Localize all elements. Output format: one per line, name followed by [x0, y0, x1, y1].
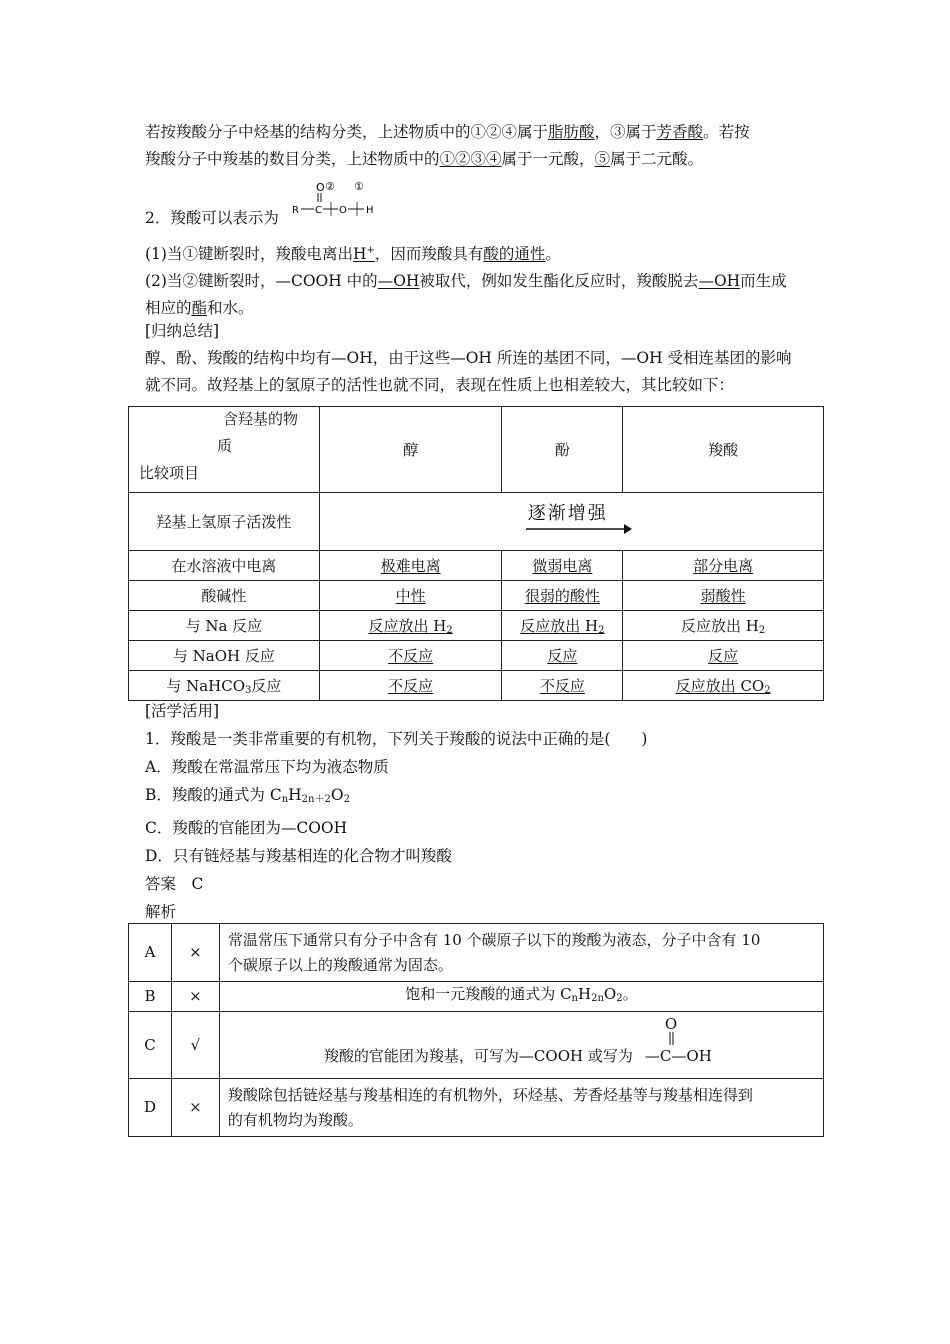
activity-arrow-label: 逐渐增强: [527, 503, 608, 524]
structure-diagram: [292, 180, 382, 220]
row-label-activity: 羟基上氢原子活泼性: [129, 493, 320, 551]
answer-underline: ⑤: [594, 150, 611, 168]
atom-O2: O: [339, 205, 347, 216]
comparison-table: 含羟基的物 质 比较项目 醇 酚 羧酸 羟基上氢原子活泼性 逐渐增强 在水溶液中电离 极难电离 微弱电离 部分电离 酸碱性 中性 很弱的酸性 弱酸性 与 Na 反应 反应放出 $H_2$ 反应放出 $H_2$ 反应放出 $H_2$ 与 NaOH 反应 不反应 反应 反应 与 NaHCO$_3$反应 不反应 不反应 反应放出 $CO_2$: [128, 406, 824, 701]
practice-section: [145, 697, 825, 926]
option-label: D: [129, 1079, 172, 1137]
text: ，③属于: [594, 123, 657, 141]
option-label: B: [129, 982, 172, 1012]
section-2-intro: 2．羧酸可以表示为: [145, 209, 279, 227]
corner-cell: 含羟基的物 质 比较项目: [129, 407, 320, 493]
row-label: 酸碱性: [129, 581, 320, 611]
header-phenol: 酚: [502, 407, 623, 493]
wrong-mark: ×: [171, 1079, 219, 1137]
right-arrow-icon: [526, 523, 632, 535]
answer-underline: 脂肪酸: [548, 123, 595, 141]
summary-section: [归纳总结] 醇、酚、羧酸的结构中均有—OH，由于这些—OH 所连的基团不同，—OH 受相连基团的影响 就不同。故羟基上的氢原子的活性也就不同，表现在性质上也相差较大，其比较如下：: [145, 322, 792, 394]
atom-H: H: [366, 205, 374, 216]
header-alcohol: 醇: [319, 407, 502, 493]
text: 。若按: [703, 123, 750, 141]
answer-underline: ①②③④: [439, 150, 502, 168]
explanation: 羧酸的官能团为羧基，可写为—COOH 或写为 O —C—OH: [219, 1012, 823, 1079]
row-label: 与 Na 反应: [129, 611, 320, 641]
explanation: 羧酸除包括链烃基与羧基相连的有机物外，环烃基、芳香烃基等与羧基相连得到 的有机物均为羧酸。: [219, 1079, 823, 1137]
question: 1．羧酸是一类非常重要的有机物，下列关于羧酸的说法中正确的是( ): [145, 730, 648, 748]
summary-heading: [归纳总结]: [145, 322, 220, 340]
carboxylic-acid-structure: [292, 180, 382, 220]
text: 羧酸分子中羧基的数目分类，上述物质中的: [145, 150, 440, 168]
option-a: A．羧酸在常温常压下均为液态物质: [145, 758, 389, 776]
practice-heading: [活学活用]: [145, 702, 220, 720]
text: 若按羧酸分子中烃基的结构分类，上述物质中的①②④属于: [145, 123, 549, 141]
activity-arrow-cell: [319, 493, 823, 551]
text: 属于一元酸，: [501, 150, 595, 168]
bond-mark-1: ①: [354, 180, 364, 193]
option-c: C．羧酸的官能团为—COOH: [145, 819, 348, 837]
analysis-label: 解析: [145, 903, 177, 921]
paragraph-classification: [145, 119, 825, 173]
header-acid: 羧酸: [623, 407, 824, 493]
analysis-table: [128, 923, 824, 1137]
row-label: 与 NaOH 反应: [129, 641, 320, 671]
check-mark: √: [171, 1012, 219, 1079]
option-d: D．只有链烃基与羧基相连的化合物才叫羧酸: [145, 847, 452, 865]
explanation: 常温常压下通常只有分子中含有 10 个碳原子以下的羧酸为液态，分子中含有 10 个碳原子以上的羧酸通常为固态。: [219, 924, 823, 982]
wrong-mark: ×: [171, 982, 219, 1012]
atom-C: C: [315, 205, 322, 216]
bond-mark-2: ②: [325, 180, 335, 193]
wrong-mark: ×: [171, 924, 219, 982]
section-2-items: (1)当①键断裂时，羧酸电离出H+，因而羧酸具有酸的通性。 (2)当②键断裂时，—COOH 中的—OH被取代，例如发生酯化反应时，羧酸脱去—OH而生成 相应的酯和水。: [145, 245, 787, 317]
row-label: 与 NaHCO$_3$反应: [129, 671, 320, 701]
option-label: C: [129, 1012, 172, 1079]
row-label: 在水溶液中电离: [129, 551, 320, 581]
option-label: A: [129, 924, 172, 982]
atom-R: R: [292, 205, 299, 216]
explanation: 饱和一元羧酸的通式为 $C_nH_{2n}O_2$。: [219, 982, 823, 1012]
option-b: B．羧酸的通式为 $C_nH_{2n+2}O_2$: [145, 786, 350, 805]
formula-oxygen: O: [664, 1015, 678, 1033]
answer: 答案 C: [145, 875, 204, 893]
answer-underline: 芳香酸: [656, 123, 704, 141]
text: 属于二元酸。: [610, 150, 704, 168]
formula-carboxyl: —C—OH: [644, 1047, 712, 1065]
atom-O: O: [316, 181, 325, 194]
